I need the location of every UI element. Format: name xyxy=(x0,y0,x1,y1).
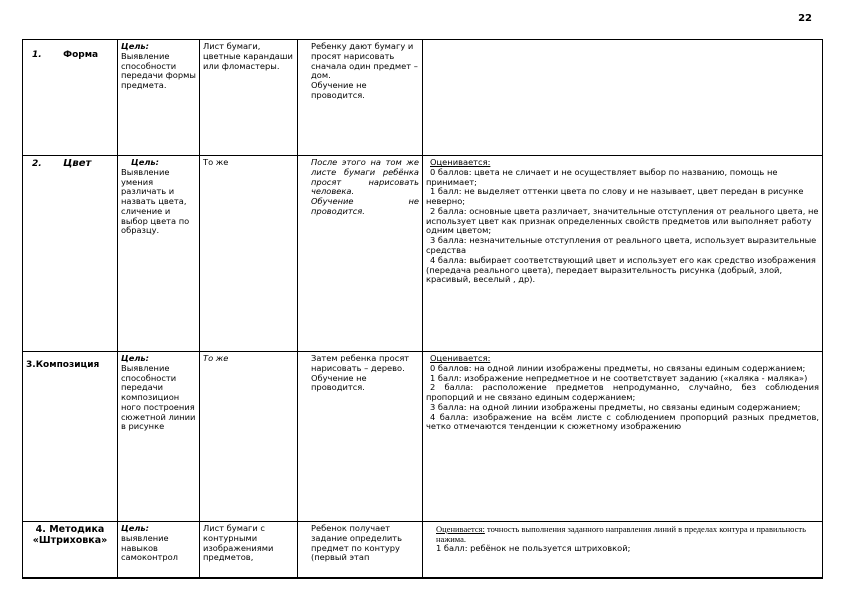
goal-text: Выявление умения различать и назвать цвета, сличение и выбор цвета по образцу. xyxy=(121,166,190,236)
criteria-cell xyxy=(423,352,823,522)
procedure-cell xyxy=(298,522,423,578)
table-row xyxy=(23,156,823,352)
procedure-text: Обучение не проводится. xyxy=(311,372,367,393)
materials-text: То же xyxy=(203,157,229,167)
task-title-cell xyxy=(23,352,118,522)
table-row xyxy=(23,522,823,578)
task-title: Цвет xyxy=(63,158,92,169)
criteria-item: 1 балл: не выделяет оттенки цвета по слову и не называет, цвет передан в рисунке неверно; xyxy=(426,186,804,207)
assessment-table xyxy=(22,39,823,579)
goal-text: Выявление способности передачи формы предмета. xyxy=(121,50,196,91)
goal-cell xyxy=(118,156,200,352)
criteria-heading: Оценивается: xyxy=(430,157,491,167)
goal-text: выявление навыков самоконтрол xyxy=(121,532,178,563)
table-row xyxy=(23,40,823,156)
criteria-item: 2 балла: основные цвета различает, значительные отступления от реального цвета, не использует цвет как признак определенных свойств предметов или выполняет работу одним цветом; xyxy=(426,205,819,236)
task-title-cell xyxy=(23,522,118,578)
task-title-cell xyxy=(23,156,118,352)
task-number: 3. xyxy=(26,360,36,370)
criteria-item: 2 балла: расположение предметов непродуманно, случайно, без соблюдения пропорций и не связано единым содержанием; xyxy=(426,382,819,403)
task-number: 4. xyxy=(35,524,46,535)
goal-label: Цель: xyxy=(121,41,149,51)
procedure-text: Ребенок получает задание определить предмет по контуру (первый этап xyxy=(311,523,403,563)
materials-cell xyxy=(200,352,298,522)
procedure-text: После этого на том же листе бумаги ребёнка просят нарисовать человека. xyxy=(311,157,419,197)
goal-label: Цель: xyxy=(121,523,149,533)
procedure-cell xyxy=(298,156,423,352)
task-number: 1. xyxy=(32,50,42,60)
task-number: 2. xyxy=(32,159,42,169)
table-row xyxy=(23,352,823,522)
task-title: Методика «Штриховка» xyxy=(32,524,108,547)
materials-text: То же xyxy=(203,353,229,363)
criteria-cell xyxy=(423,522,823,578)
procedure-text: Обучение не проводится. xyxy=(311,80,367,100)
goal-label: Цель: xyxy=(121,353,149,363)
criteria-item: 1 балл: ребёнок не пользуется штриховкой; xyxy=(436,543,631,554)
materials-cell xyxy=(200,40,298,156)
page-number: 22 xyxy=(798,13,812,24)
criteria-item: 4 балла: изображение на всём листе с соблюдением пропорций разных предметов, четко отмечаются тенденции к сюжетному изображению xyxy=(426,411,819,432)
goal-text: Выявление способности передачи композицион ного построения сюжетной линии в рисунке xyxy=(121,362,196,432)
goal-cell xyxy=(118,522,200,578)
criteria-item: 4 балла: выбирает соответствующий цвет и использует его как средство изображения (передача реального цвета), передает выразительность рисунка (добрый, злой, красивый, веселый , др). xyxy=(426,254,816,285)
task-title-cell xyxy=(23,40,118,156)
criteria-heading: Оценивается: xyxy=(436,524,485,534)
criteria-item: 1 балл: изображение непредметное и не соответствует заданию («каляка - маляка») xyxy=(430,372,808,383)
materials-text: Лист бумаги, цветные карандаши или фломастеры. xyxy=(203,41,293,71)
procedure-text: Обучение не проводится. xyxy=(311,196,419,216)
task-title: Форма xyxy=(63,50,99,60)
materials-cell xyxy=(200,522,298,578)
procedure-text: Ребенку дают бумагу и просят нарисовать сначала один предмет – дом. xyxy=(311,41,418,81)
criteria-heading: Оценивается: xyxy=(430,353,491,363)
criteria-item: 0 баллов: цвета не сличает и не осуществляет выбор по названию, помощь не принимает; xyxy=(426,166,778,187)
goal-cell xyxy=(118,40,200,156)
goal-cell xyxy=(118,352,200,522)
criteria-cell xyxy=(423,40,823,156)
procedure-cell xyxy=(298,352,423,522)
criteria-cell xyxy=(423,156,823,352)
criteria-heading-tail: точность выполнения заданного направления линий в пределах контура и правильность нажима. xyxy=(436,524,807,545)
criteria-item: 0 баллов: на одной линии изображены предметы, но связаны единым содержанием; xyxy=(430,362,806,373)
task-title: Композиция xyxy=(35,360,100,370)
materials-text: Лист бумаги с контурными изображениями предметов, xyxy=(203,523,274,563)
criteria-item: 3 балла: незначительные отступления от реального цвета, использует выразительные средства xyxy=(426,235,817,256)
procedure-text: Затем ребенка просят нарисовать – дерево. xyxy=(311,353,410,373)
procedure-cell xyxy=(298,40,423,156)
criteria-item: 3 балла: на одной линии изображены предметы, но связаны единым содержанием; xyxy=(430,401,801,412)
goal-label: Цель: xyxy=(131,157,159,167)
materials-cell xyxy=(200,156,298,352)
